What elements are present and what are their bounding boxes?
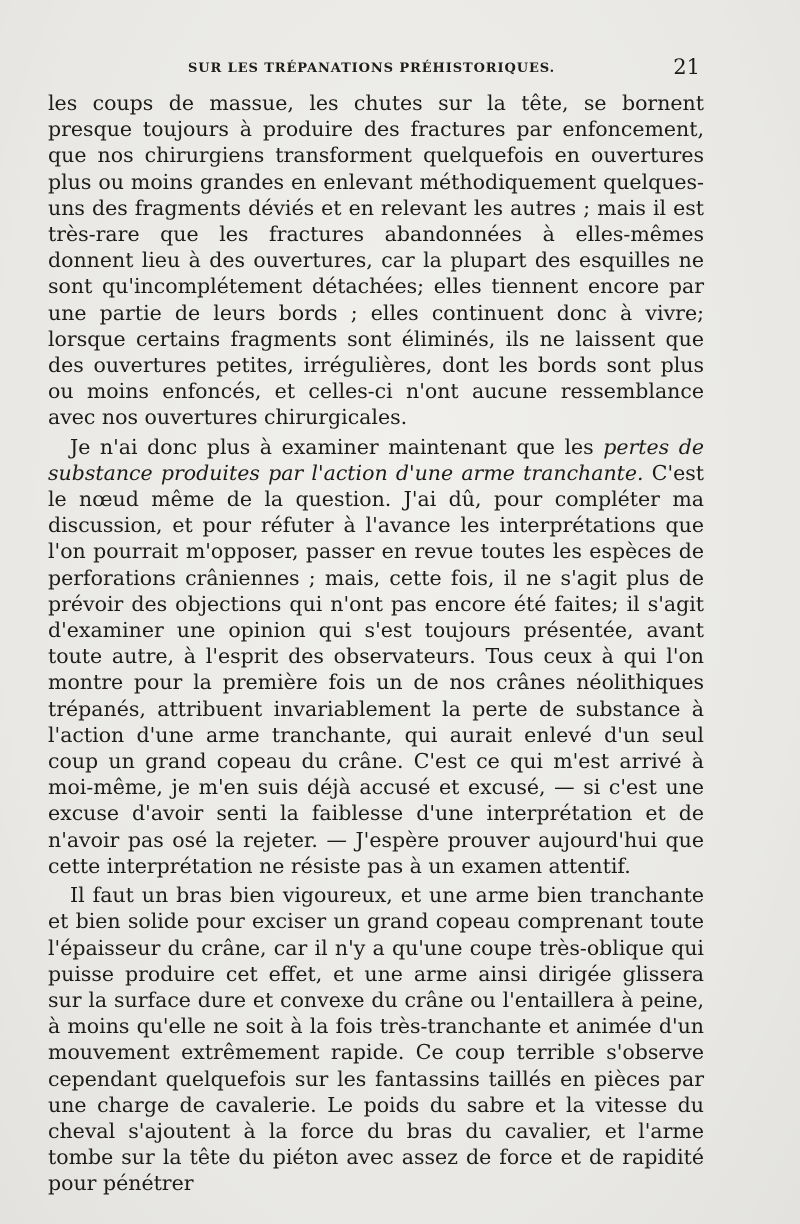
paragraph-1: les coups de massue, les chutes sur la tête, se bornent presque toujours à produire des fractures par enfoncement, que nos chirurgiens transforment quelquefois en ouvertures plus ou moins grandes en enlevant méthodiquement quelques-uns des fragments déviés et en relevant les autres ; mais il est très-rare que les fractures abandonnées à elles-mêmes donnent lieu à des ouvertures, car la plupart des esquilles ne sont qu'incomplétement détachées; elles tiennent encore par une partie de leurs bords ; elles continuent donc à vivre; lorsque certains fragments sont éliminés, ils ne laissent que des ouvertures petites, irrégulières, dont les bords sont plus ou moins enfoncés, et celles-ci n'ont aucune ressemblance avec nos ouvertures chirurgicales. [48, 91, 704, 430]
paragraph-2-lead: Je n'ai donc plus à examiner maintenant que les [70, 434, 604, 459]
paragraph-3: Il faut un bras bien vigoureux, et une arme bien tranchante et bien solide pour exciser un grand copeau comprenant toute l'épaisseur du crâne, car il n'y a qu'une coupe très-oblique qui puisse produire cet effet, et une arme ainsi dirigée glissera sur la surface dure et convexe du crâne ou l'entaillera à peine, à moins qu'elle ne soit à la fois très-tranchante et animée d'un mouvement extrêmement rapide. Ce coup terrible s'observe cependant quelquefois sur les fantassins taillés en pièces par une charge de cavalerie. Le poids du sabre et la vitesse du cheval s'ajoutent à la force du bras du cavalier, et l'arme tombe sur la tête du piéton avec assez de force et de rapidité pour pénétrer [48, 883, 704, 1196]
paragraph-2-emphasis: pertes de substance produites par l'action d'une arme tranchante. [48, 434, 704, 485]
paragraph-2-rest: C'est le nœud même de la question. J'ai dû, pour compléter ma discussion, et pour réfuter à l'avance les interprétations que l'on pourrait m'opposer, passer en revue toutes les espèces de perforations crâniennes ; mais, cette fois, il ne s'agit plus de prévoir des objections qui n'ont pas encore été faites; il s'agit d'examiner une opinion qui s'est toujours présentée, avant toute autre, à l'esprit des observateurs. Tous ceux à qui l'on montre pour la première fois un de nos crânes néolithiques trépanés, attribuent invariablement la perte de substance à l'action d'une arme tranchante, qui aurait enlevé d'un seul coup un grand copeau du crâne. C'est ce qui m'est arrivé à moi-même, je m'en suis déjà accusé et excusé, — si c'est une excuse d'avoir senti la faiblesse d'une interprétation et de n'avoir pas osé la rejeter. — J'espère prouver aujourd'hui que cette interprétation ne résiste pas à un examen attentif. [48, 460, 704, 878]
paragraph-2 [48, 434, 704, 879]
page-header [188, 55, 700, 83]
page-number: 21 [673, 55, 700, 79]
body-text [48, 90, 704, 1200]
running-title: SUR LES TRÉPANATIONS PRÉHISTORIQUES. [188, 61, 555, 76]
